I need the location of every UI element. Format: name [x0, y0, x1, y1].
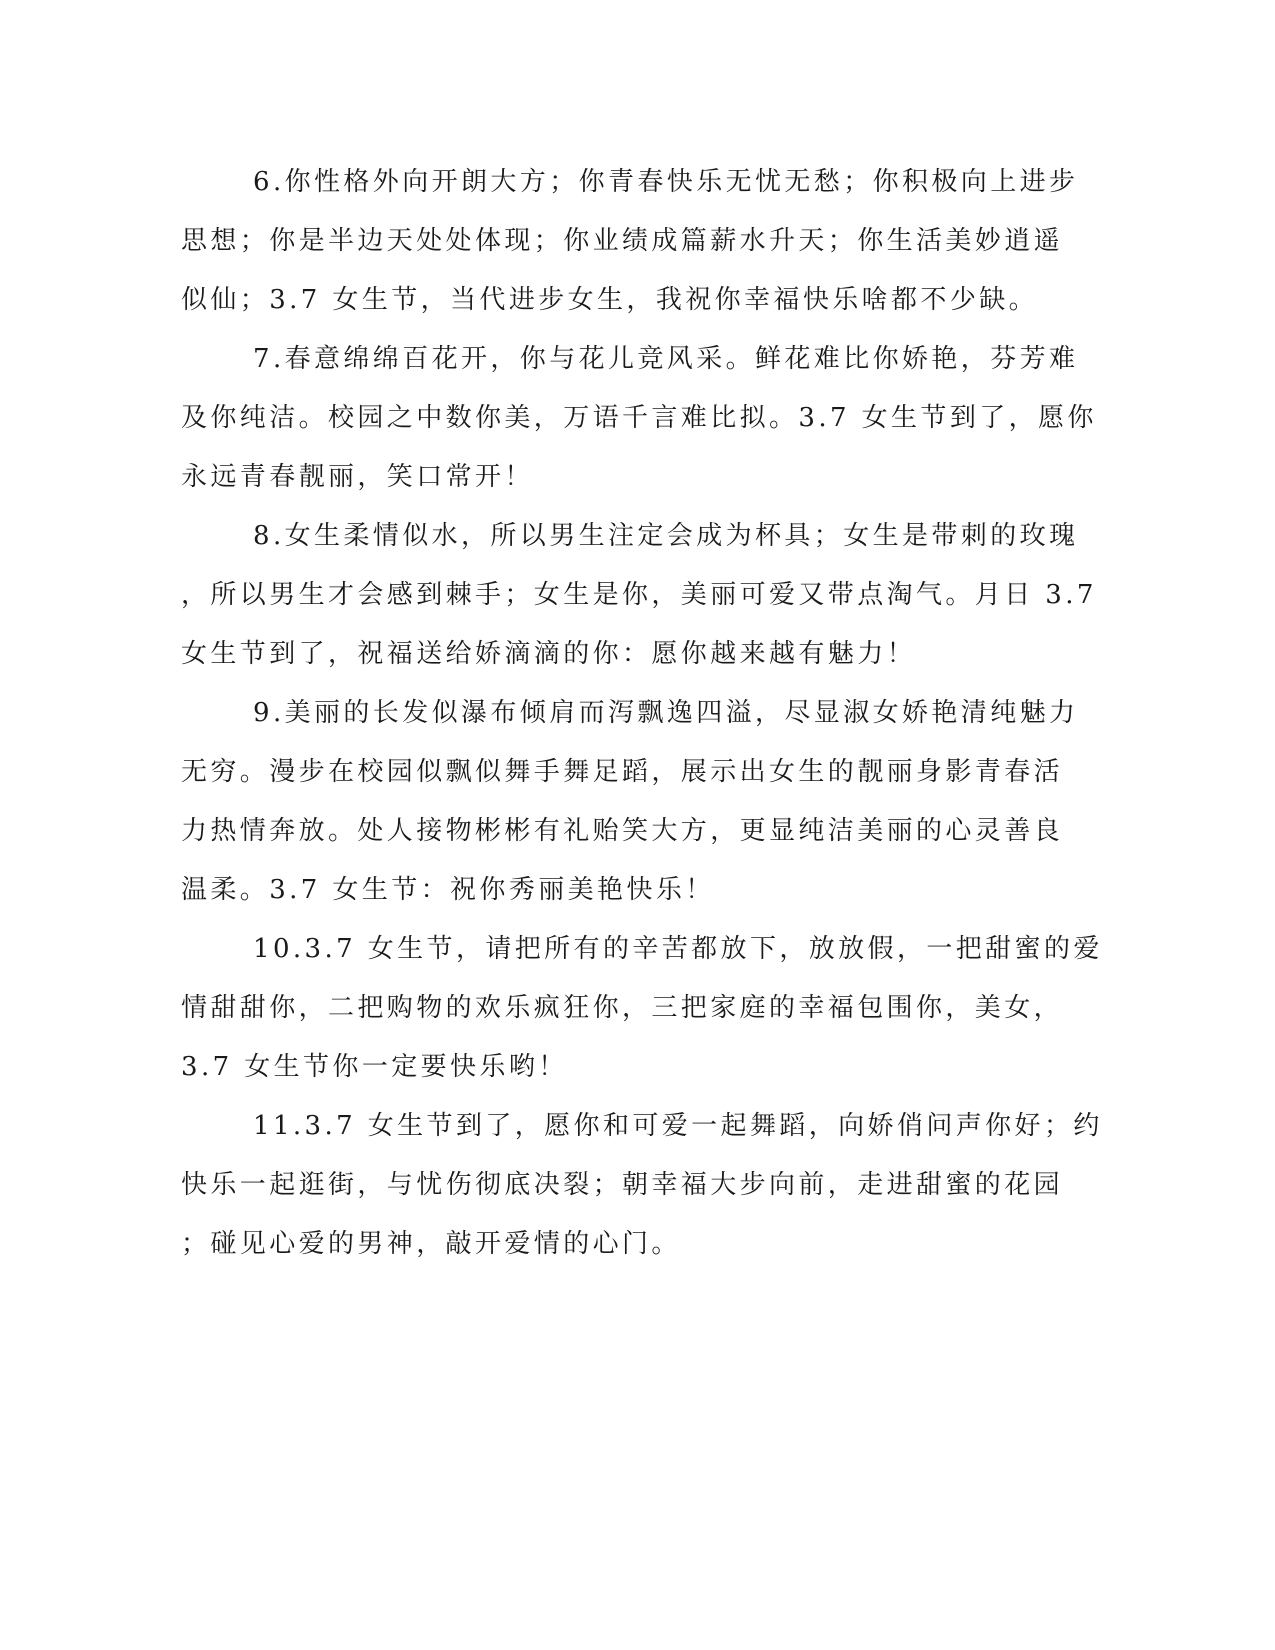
text-line: 10.3.7 女生节，请把所有的辛苦都放下，放放假，一把甜蜜的爱 — [253, 934, 1103, 964]
text-line: 思想；你是半边天处处体现；你业绩成篇薪水升天；你生活美妙逍遥 — [181, 226, 1064, 256]
paragraph-10 — [181, 920, 1101, 1097]
text-line: 3.7 女生节你一定要快乐哟！ — [181, 1052, 568, 1082]
text-line: 8.女生柔情似水，所以男生注定会成为杯具；女生是带刺的玫瑰 — [253, 521, 1079, 551]
text-line: 及你纯洁。校园之中数你美，万语千言难比拟。3.7 女生节到了，愿你 — [181, 403, 1097, 433]
text-line: 6.你性格外向开朗大方；你青春快乐无忧无愁；你积极向上进步 — [253, 167, 1079, 197]
text-line: ，所以男生才会感到棘手；女生是你，美丽可爱又带点淘气。月日 3.7 — [181, 580, 1097, 610]
text-line: 力热情奔放。处人接物彬彬有礼贻笑大方，更显纯洁美丽的心灵善良 — [181, 816, 1064, 846]
text-line: 温柔。3.7 女生节：祝你秀丽美艳快乐！ — [181, 875, 715, 905]
text-line: 无穷。漫步在校园似飘似舞手舞足蹈，展示出女生的靓丽身影青春活 — [181, 757, 1064, 787]
paragraph-11 — [181, 1097, 1101, 1274]
text-line: 快乐一起逛街，与忧伤彻底决裂；朝幸福大步向前，走进甜蜜的花园 — [181, 1170, 1064, 1200]
text-line: 情甜甜你，二把购物的欢乐疯狂你，三把家庭的幸福包围你，美女， — [181, 993, 1064, 1023]
paragraph-7 — [181, 330, 1101, 507]
text-line: 永远青春靓丽，笑口常开！ — [181, 462, 534, 492]
paragraph-9 — [181, 684, 1101, 920]
document-body — [181, 153, 1101, 1274]
text-line: 9.美丽的长发似瀑布倾肩而泻飘逸四溢，尽显淑女娇艳清纯魅力 — [253, 698, 1079, 728]
text-line: ；碰见心爱的男神，敲开爱情的心门。 — [181, 1229, 681, 1259]
text-line: 似仙；3.7 女生节，当代进步女生，我祝你幸福快乐啥都不少缺。 — [181, 285, 1039, 315]
text-line: 11.3.7 女生节到了，愿你和可爱一起舞蹈，向娇俏问声你好；约 — [253, 1111, 1103, 1141]
paragraph-6 — [181, 153, 1101, 330]
text-line: 7.春意绵绵百花开，你与花儿竞风采。鲜花难比你娇艳，芬芳难 — [253, 344, 1079, 374]
paragraph-8 — [181, 507, 1101, 684]
text-line: 女生节到了，祝福送给娇滴滴的你：愿你越来越有魅力！ — [181, 639, 917, 669]
